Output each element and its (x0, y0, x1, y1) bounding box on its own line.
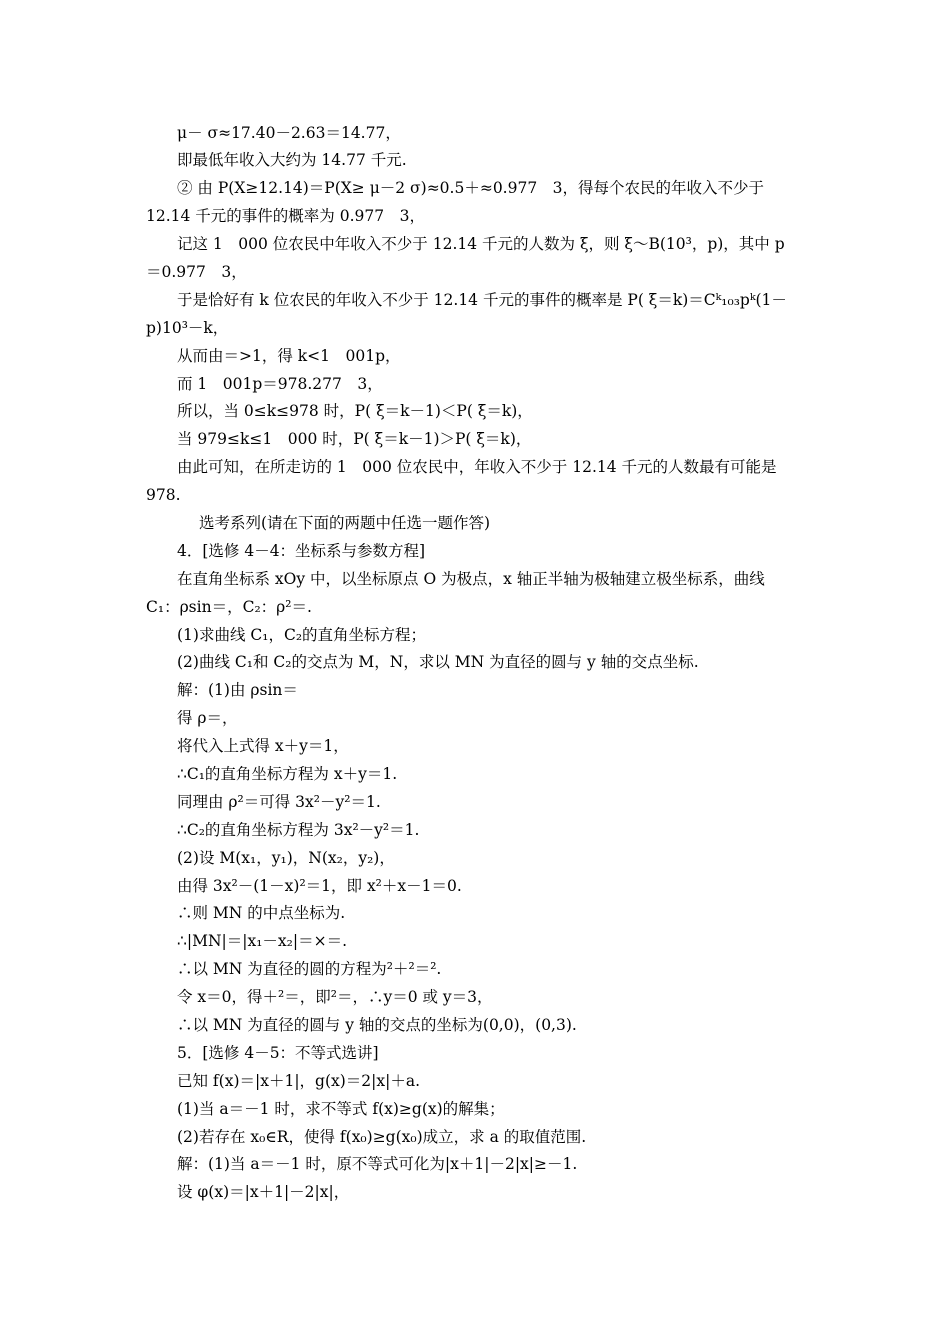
text-line: 所以，当 0≤k≤978 时，P( ξ＝k－1)＜P( ξ＝k)， (177, 402, 533, 420)
text-line: 从而由＝>1，得 k<1 001p， (177, 347, 401, 365)
text-line: p)10³－k， (146, 319, 229, 337)
text-line: (1)当 a＝－1 时，求不等式 f(x)≥g(x)的解集； (177, 1100, 505, 1118)
text-line: 得 ρ＝， (177, 709, 238, 727)
text-line: 设 φ(x)＝|x＋1|－2|x|， (177, 1183, 350, 1201)
text-line: 同理由 ρ²＝可得 3x²－y²＝1. (177, 793, 381, 811)
text-line: 即最低年收入大约为 14.77 千元. (177, 151, 407, 169)
problem-heading: 5．[选修 4－5：不等式选讲] (177, 1044, 379, 1062)
text-line: ∴C₂的直角坐标方程为 3x²－y²＝1. (177, 821, 420, 839)
text-line: ∴以 MN 为直径的圆的方程为²＋²＝². (177, 960, 442, 978)
text-line: 令 x＝0，得＋²＝，即²＝，∴y＝0 或 y＝3， (177, 988, 493, 1006)
text-line: (1)求曲线 C₁，C₂的直角坐标方程； (177, 626, 427, 644)
text-line: 记这 1 000 位农民中年收入不少于 12.14 千元的人数为 ξ，则 ξ～B(10³，p)，其中 p (177, 235, 785, 253)
section-heading: 选考系列(请在下面的两题中任选一题作答) (199, 514, 491, 532)
text-line: 已知 f(x)＝|x＋1|，g(x)＝2|x|＋a. (177, 1072, 421, 1090)
text-line: 解：(1)当 a＝－1 时，原不等式可化为|x＋1|－2|x|≥－1. (177, 1155, 578, 1173)
text-line: (2)若存在 x₀∈R，使得 f(x₀)≥g(x₀)成立，求 a 的取值范围. (177, 1128, 587, 1146)
text-line: ∴以 MN 为直径的圆与 y 轴的交点的坐标为(0,0)，(0,3). (177, 1016, 577, 1034)
text-line: μ－ σ≈17.40－2.63＝14.77， (177, 124, 401, 142)
text-line: 978. (146, 486, 181, 504)
text-line: 解：(1)由 ρsin＝ (177, 681, 298, 699)
text-line: 将代入上式得 x＋y＝1， (177, 737, 349, 755)
text-line: C₁：ρsin＝，C₂：ρ²＝. (146, 598, 312, 616)
text-line: ∴C₁的直角坐标方程为 x＋y＝1. (177, 765, 398, 783)
text-line: 由此可知，在所走访的 1 000 位农民中，年收入不少于 12.14 千元的人数最有可能是 (177, 458, 777, 476)
text-line: 当 979≤k≤1 000 时，P( ξ＝k－1)＞P( ξ＝k)， (177, 430, 532, 448)
text-line: 于是恰好有 k 位农民的年收入不少于 12.14 千元的事件的概率是 P( ξ＝k)＝Cᵏ₁₀₃pᵏ(1－ (177, 291, 787, 309)
text-line: ＝0.977 3， (146, 263, 247, 281)
text-line: (2)设 M(x₁，y₁)，N(x₂，y₂)， (177, 849, 395, 867)
text-line: 由得 3x²－(1－x)²＝1，即 x²＋x－1＝0. (177, 877, 462, 895)
text-line: ∴则 MN 的中点坐标为. (177, 904, 346, 922)
text-line: ② 由 P(X≥12.14)＝P(X≥ μ－2 σ)≈0.5＋≈0.977 3，得每个农民的年收入不少于 (177, 179, 765, 197)
text-line: 在直角坐标系 xOy 中，以坐标原点 O 为极点，x 轴正半轴为极轴建立极坐标系，曲线 (177, 570, 765, 588)
problem-heading: 4．[选修 4－4：坐标系与参数方程] (177, 542, 426, 560)
text-line: ∴|MN|＝|x₁－x₂|＝×＝. (177, 932, 348, 950)
text-line: (2)曲线 C₁和 C₂的交点为 M，N，求以 MN 为直径的圆与 y 轴的交点坐标. (177, 653, 699, 671)
text-line: 而 1 001p＝978.277 3， (177, 375, 383, 393)
text-line: 12.14 千元的事件的概率为 0.977 3， (146, 207, 425, 225)
